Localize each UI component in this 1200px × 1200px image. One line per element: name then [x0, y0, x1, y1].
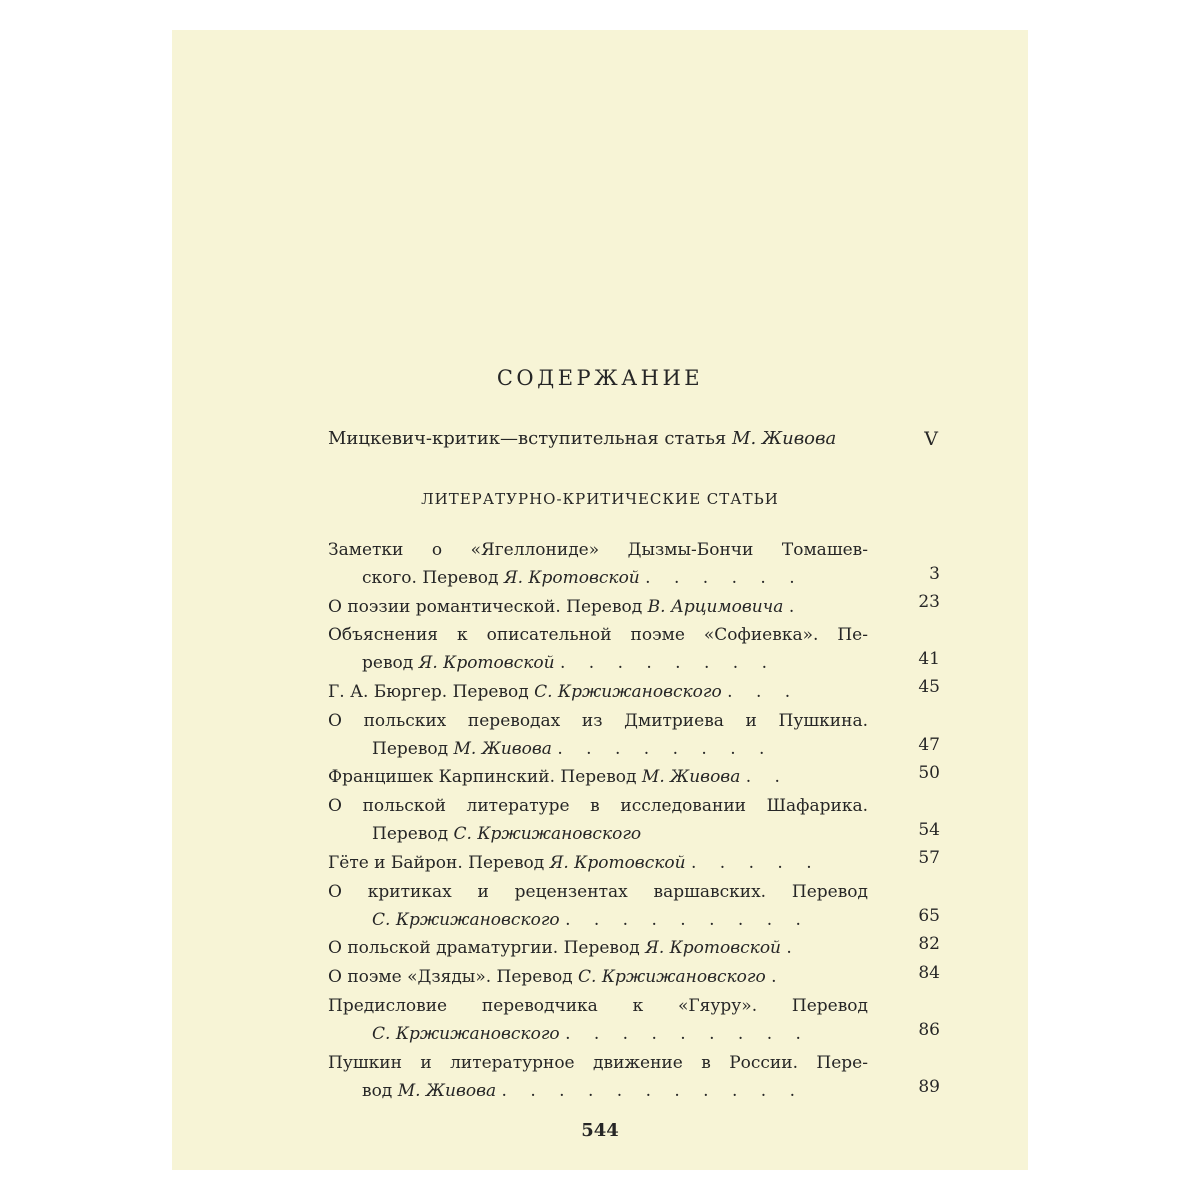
toc-entry-page: 50 [918, 763, 940, 783]
intro-page: V [924, 428, 938, 450]
toc-entry-line1: Предисловие переводчика к «Гяуру». Перевод [328, 996, 868, 1016]
toc-entry-page: 57 [918, 848, 940, 868]
toc-entry-line1: О критиках и рецензентах варшавских. Перевод [328, 882, 868, 902]
toc-entry-line2: Перевод С. Кржижановского [372, 824, 642, 844]
toc-entry-line2: Перевод М. Живова . . . . . . . . [372, 739, 774, 759]
toc-entry-line1: Пушкин и литературное движение в России. Пере- [328, 1053, 868, 1073]
intro-title: Мицкевич-критик—вступительная статья [328, 428, 733, 449]
toc-entry-page: 84 [918, 963, 940, 983]
toc-entry-line1: О польских переводах из Дмитриева и Пушкина. [328, 711, 868, 731]
toc-entry-line1: Заметки о «Ягеллониде» Дызмы-Бончи Томашев- [328, 540, 868, 560]
toc-entry-line1: О поэзии романтической. Перевод В. Арцимовича . [328, 597, 804, 617]
toc-entry-page: 47 [918, 735, 940, 755]
toc-entry-page: 3 [929, 564, 940, 584]
toc-entry-line1: Г. А. Бюргер. Перевод С. Кржижановского . . . [328, 682, 800, 702]
toc-entry-page: 45 [918, 677, 940, 697]
intro-entry [328, 426, 836, 452]
toc-entry-line1: О польской литературе в исследовании Шафарика. [328, 796, 868, 816]
contents-heading: СОДЕРЖАНИЕ [496, 366, 704, 390]
toc-entry-line2: ревод Я. Кротовской . . . . . . . . [362, 653, 777, 673]
toc-entry-line2: ского. Перевод Я. Кротовской . . . . . . [362, 568, 804, 588]
toc-entry-page: 41 [918, 649, 940, 669]
toc-entry-line2: С. Кржижановского . . . . . . . . . [372, 1024, 810, 1044]
toc-entry-line2: С. Кржижановского . . . . . . . . . [372, 910, 810, 930]
toc-entry-line1: Францишек Карпинский. Перевод М. Живова . . [328, 767, 789, 787]
toc-entry-line1: Объяснения к описательной поэме «Софиевка». Пе- [328, 625, 868, 645]
toc-entry-page: 65 [918, 906, 940, 926]
intro-author: М. Живова [732, 428, 837, 449]
page-number: 544 [581, 1120, 619, 1141]
toc-entry-page: 86 [918, 1020, 940, 1040]
toc-entry-line2: вод М. Живова . . . . . . . . . . . [362, 1081, 805, 1101]
toc-entry-page: 82 [918, 934, 940, 954]
toc-entry-page: 23 [918, 592, 940, 612]
toc-entry-line1: О польской драматургии. Перевод Я. Кротовской . [328, 938, 801, 958]
toc-entry-page: 54 [918, 820, 940, 840]
toc-entry-page: 89 [918, 1077, 940, 1097]
toc-entry-line1: Гёте и Байрон. Перевод Я. Кротовской . . . . . [328, 853, 821, 873]
toc-entry-line1: О поэме «Дзяды». Перевод С. Кржижановского . [328, 967, 786, 987]
section-title: ЛИТЕРАТУРНО-КРИТИЧЕСКИЕ СТАТЬИ [421, 490, 779, 508]
